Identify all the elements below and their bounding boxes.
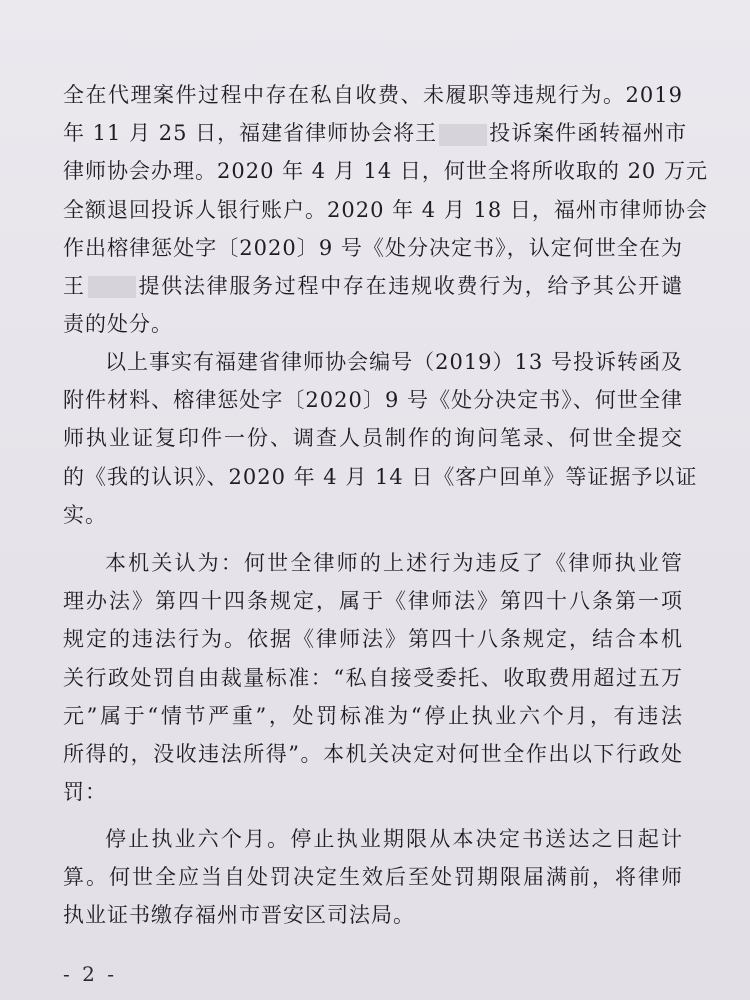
text-line: 附件材料、榕律惩处字〔2020〕9 号《处分决定书》、何世全律 [63, 388, 683, 413]
text-line: 所得的，没收违法所得”。本机关决定对何世全作出以下行政处 [63, 741, 683, 766]
text-line [63, 267, 683, 305]
text-line: 以上事实有福建省律师协会编号（2019）13 号投诉转函及 [105, 350, 683, 374]
text-line: 元”属于“情节严重”，处罚标准为“停止执业六个月，有违法 [63, 703, 683, 728]
text-line: 全额退回投诉人银行账户。2020 年 4 月 18 日，福州市律师协会 [63, 197, 708, 222]
text-line: 律师协会办理。2020 年 4 月 14 日，何世全将所收取的 20 万元 [63, 159, 708, 184]
text-segment: 年 11 月 25 日，福建省律师协会将王 [63, 121, 438, 146]
text-line: 责的处分。 [63, 312, 173, 337]
text-line [63, 114, 688, 152]
paragraph-evidence [63, 343, 698, 534]
text-line: 理办法》第四十四条规定，属于《律师法》第四十八条第一项 [63, 589, 683, 614]
paragraph-complaint-history [63, 76, 708, 343]
text-line: 师执业证复印件一份、调查人员制作的询问笔录、何世全提交 [63, 426, 683, 451]
text-line: 的《我的认识》、2020 年 4 月 14 日《客户回单》等证据予以证 [63, 464, 698, 489]
redaction-box [439, 124, 487, 146]
paragraph-penalty [63, 820, 683, 935]
text-line: 算。何世全应当自处罚决定生效后至处罚期限届满前，将律师 [63, 865, 683, 890]
text-segment: 投诉案件函转福州市 [489, 121, 688, 146]
text-segment: 提供法律服务过程中存在违规收费行为，给予其公开谴 [137, 273, 684, 298]
redaction-box [88, 276, 136, 298]
text-line: 作出榕律惩处字〔2020〕9 号《处分决定书》，认定何世全在为 [63, 235, 683, 260]
text-segment: 王 [63, 273, 86, 298]
text-line: 规定的违法行为。依据《律师法》第四十八条规定，结合本机 [63, 627, 683, 652]
paragraph-legal-finding [63, 544, 683, 811]
text-line: 全在代理案件过程中存在私自收费、未履职等违规行为。2019 [63, 83, 683, 107]
text-line: 本机关认为：何世全律师的上述行为违反了《律师执业管 [105, 551, 683, 575]
text-line: 执业证书缴存福州市晋安区司法局。 [63, 903, 415, 928]
text-line: 关行政处罚自由裁量标准：“私自接受委托、收取费用超过五万 [63, 665, 683, 690]
text-line: 罚： [63, 780, 107, 805]
page-number: - 2 - [63, 962, 117, 986]
text-line: 实。 [63, 502, 107, 527]
text-line: 停止执业六个月。停止执业期限从本决定书送达之日起计 [105, 827, 683, 851]
